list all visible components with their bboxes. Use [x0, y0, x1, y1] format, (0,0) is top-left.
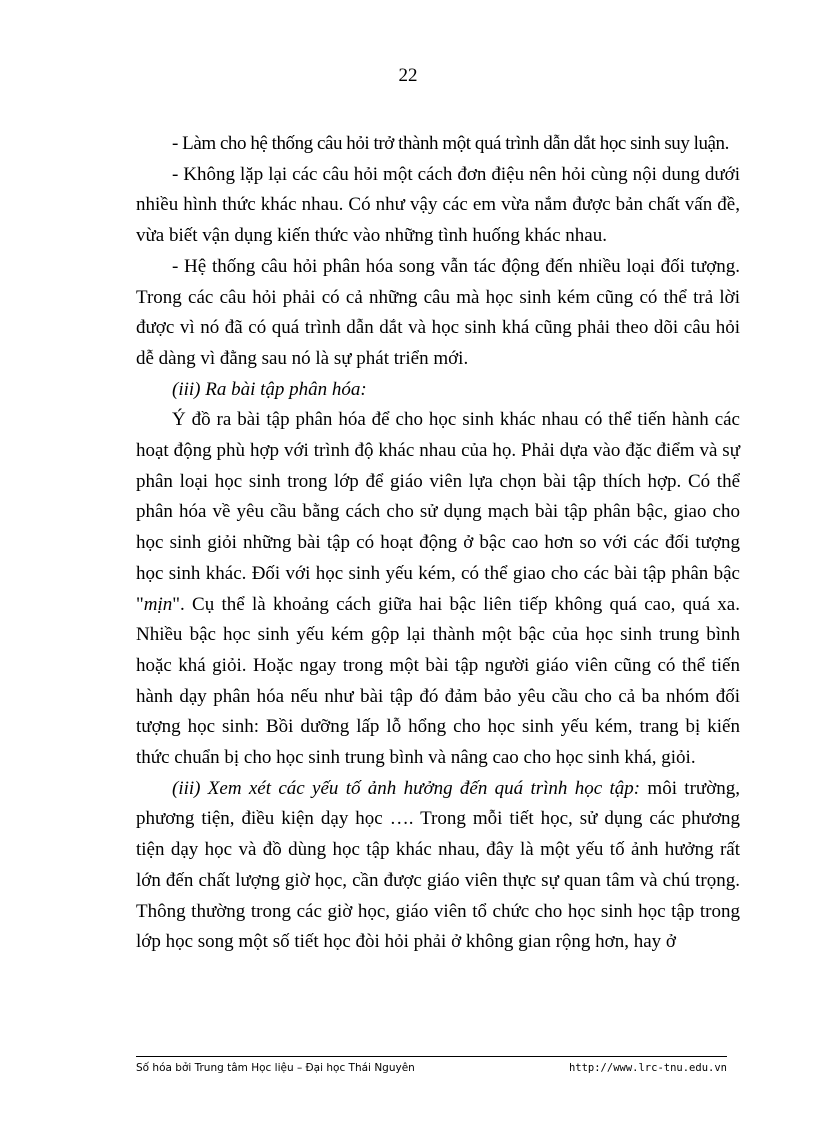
paragraph-text: ". Cụ thể là khoảng cách giữa hai bậc liên tiếp không quá cao, quá xa. Nhiều bậc học sinh yếu kém gộp lại thành một bậc của học sinh trung bình hoặc khá giỏi. Hoặc ngay trong một bài tập người giáo viên cũng có thể tiến hành dạy phân hóa nếu như bài tập đó đảm bảo yêu cầu cho cả ba nhóm đối tượng học sinh: Bồi dưỡng lấp lỗ hổng cho học sinh yếu kém, trang bị kiến thức chuẩn bị cho học sinh trung bình và nâng cao cho học sinh khá, giỏi.: [136, 593, 740, 769]
footer-url: http://www.lrc-tnu.edu.vn: [568, 1062, 727, 1074]
paragraph: - Hệ thống câu hỏi phân hóa song vẫn tác động đến nhiều loại đối tượng. Trong các câu hỏi phải có cả những câu mà học sinh kém cũng có thể trả lời được vì nó đã có quá trình dẫn dắt và học sinh khá cũng phải theo dõi câu hỏi dễ dàng vì đằng sau nó là sự phát triển mới.: [136, 255, 740, 369]
body-text: [136, 129, 740, 958]
section-heading: [136, 375, 740, 406]
paragraph: [136, 774, 740, 958]
section-heading-text: (iii) Ra bài tập phân hóa:: [172, 378, 367, 400]
section-heading-inline: (iii) Xem xét các yếu tố ảnh hưởng đến quá trình học tập:: [172, 777, 641, 799]
italic-term: mịn: [143, 593, 173, 615]
footer-source: Số hóa bởi Trung tâm Học liệu – Đại học Thái Nguyên: [136, 1062, 415, 1074]
page-number: 22: [398, 65, 418, 86]
paragraph-text: môi trường, phương tiện, điều kiện dạy học …. Trong mỗi tiết học, sử dụng các phương tiện dạy học và đồ dùng học tập khác nhau, đây là một yếu tố ảnh hưởng rất lớn đến chất lượng giờ học, cần được giáo viên thực sự quan tâm và chú trọng. Thông thường trong các giờ học, giáo viên tổ chức cho học sinh học tập trong lớp học song một số tiết học đòi hỏi phải ở không gian rộng hơn, hay ở: [136, 777, 740, 953]
paragraph-text: Ý đồ ra bài tập phân hóa để cho học sinh khác nhau có thể tiến hành các hoạt động phù hợp với trình độ khác nhau của họ. Phải dựa vào đặc điểm và sự phân loại học sinh trong lớp để giáo viên lựa chọn bài tập thích hợp. Có thể phân hóa về yêu cầu bằng cách cho sử dụng mạch bài tập phân bậc, giao cho học sinh giỏi những bài tập có hoạt động ở bậc cao hơn so với các đối tượng học sinh khác. Đối với học sinh yếu kém, có thể giao cho các bài tập phân bậc ": [136, 409, 740, 615]
paragraph: - Không lặp lại các câu hỏi một cách đơn điệu nên hỏi cùng nội dung dưới nhiều hình thức khác nhau. Có như vậy các em vừa nắm được bản chất vấn đề, vừa biết vận dụng kiến thức vào những tình huống khác nhau.: [136, 163, 740, 247]
paragraph: [136, 405, 740, 773]
paragraph: - Làm cho hệ thống câu hỏi trở thành một quá trình dẫn dắt học sinh suy luận.: [172, 133, 729, 154]
footer-divider: [136, 1056, 727, 1057]
